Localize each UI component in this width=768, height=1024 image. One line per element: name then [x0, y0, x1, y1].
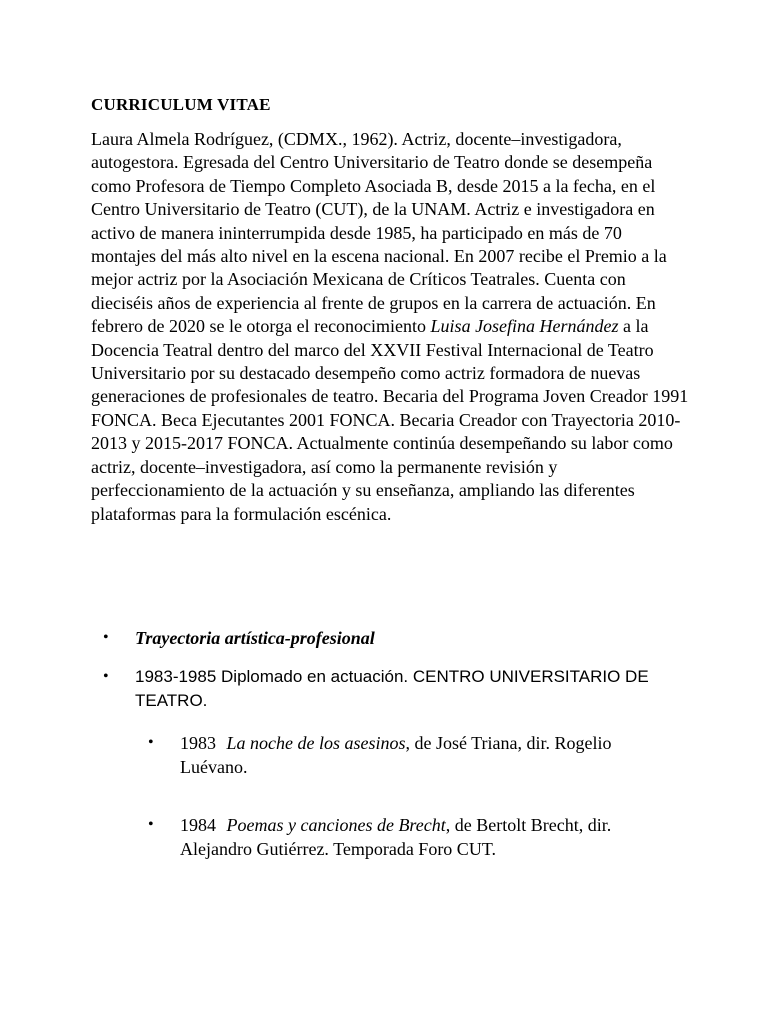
diploma-item: 1983-1985 Diplomado en actuación. CENTRO UNIVERSITARIO DE TEATRO. — [135, 667, 649, 710]
production-item — [180, 813, 680, 861]
bullet-icon: • — [148, 816, 154, 833]
production-details: , de José Triana, dir. Rogelio Luévano. — [180, 733, 612, 777]
production-title: La noche de los asesinos — [226, 733, 406, 753]
bullet-icon: • — [103, 668, 109, 685]
section-heading: Trayectoria artística-profesional — [135, 628, 375, 648]
bio-text-part1: Laura Almela Rodríguez, (CDMX., 1962). Actriz, docente–investigadora, autogestora. Egresada del Centro Universitario de Teatro donde se desempeña como Profesora de Tiempo Completo Asociada B, desde 2015 a la fecha, en el Centro Universitario de Teatro (CUT), de la UNAM. Actriz e investigadora en activo de manera ininterrumpida desde 1985, ha participado en más de 70 montajes del más alto nivel en la escena nacional. En 2007 recibe el Premio a la mejor actriz por la Asociación Mexicana de Críticos Teatrales. Cuenta con dieciséis años de experiencia al frente de grupos en la carrera de actuación. En febrero de 2020 se le otorga el reconocimiento — [91, 129, 667, 337]
bullet-icon: • — [103, 629, 109, 646]
biography-paragraph — [91, 128, 691, 526]
production-year: 1983 — [180, 733, 216, 753]
production-details: , de Bertolt Brecht, dir. Alejandro Gutiérrez. Temporada Foro CUT. — [180, 815, 612, 859]
production-year: 1984 — [180, 815, 216, 835]
bio-text-part2: a la Docencia Teatral dentro del marco del XXVII Festival Internacional de Teatro Universitario por su destacado desempeño como actriz formadora de nuevas generaciones de profesionales de teatro. Becaria del Programa Joven Creador 1991 FONCA. Beca Ejecutantes 2001 FONCA. Becaria Creador con Trayectoria 2010-2013 y 2015-2017 FONCA. Actualmente continúa desempeñando su labor como actriz, docente–investigadora, así como la permanente revisión y perfeccionamiento de la actuación y su enseñanza, ampliando las diferentes plataformas para la formulación escénica. — [91, 316, 689, 524]
production-title: Poemas y canciones de Brecht — [226, 815, 446, 835]
document-title: CURRICULUM VITAE — [91, 95, 271, 114]
bullet-icon: • — [148, 734, 154, 751]
production-item — [180, 731, 680, 779]
award-name: Luisa Josefina Hernández — [430, 316, 619, 337]
